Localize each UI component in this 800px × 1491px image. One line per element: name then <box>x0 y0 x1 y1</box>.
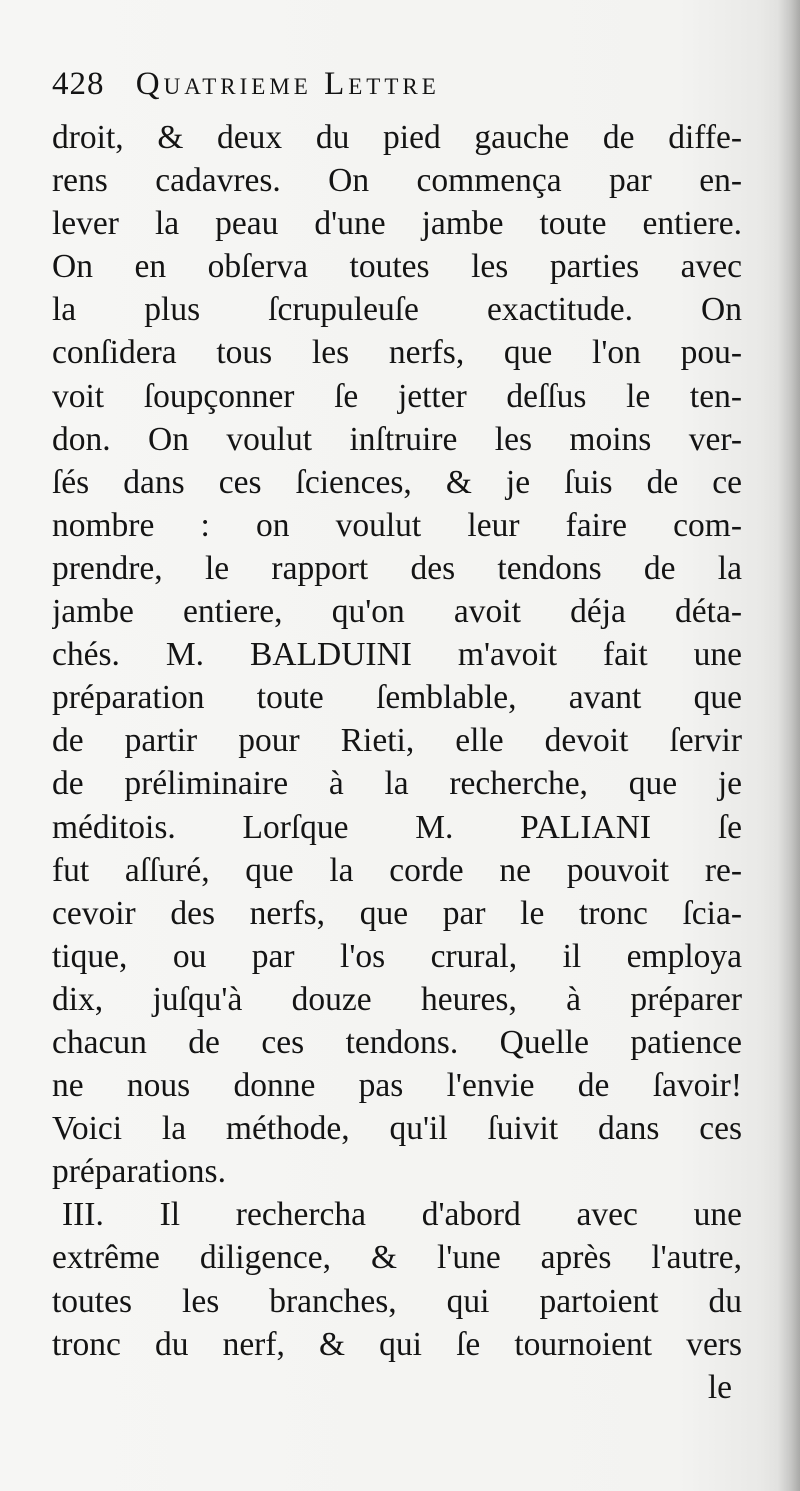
section-start-line: III. Il rechercha d'abord avec une <box>62 1196 742 1234</box>
text-line: dix, juſqu'à douze heures, à préparer <box>52 980 742 1018</box>
text-line: cevoir des nerfs, que par le tronc ſcia- <box>52 894 742 932</box>
paragraph-end-line: préparations. <box>52 1153 226 1191</box>
text-line: voit ſoupçonner ſe jetter deſſus le ten- <box>52 377 742 415</box>
text-line: tronc du nerf, & qui ſe tournoient vers <box>52 1325 742 1363</box>
page-number: 428 <box>52 66 105 102</box>
text-line: de partir pour Rieti, elle devoit ſervir <box>52 722 742 760</box>
text-line: de préliminaire à la recherche, que je <box>52 765 742 803</box>
catchword: le <box>707 1368 732 1406</box>
text-line: conſidera tous les nerfs, que l'on pou- <box>52 334 742 372</box>
text-line: droit, & deux du pied gauche de diffe- <box>52 119 742 156</box>
text-line: On en obſerva toutes les parties avec <box>52 248 742 286</box>
text-line: préparation toute ſemblable, avant que <box>52 679 742 717</box>
text-line: lever la peau d'une jambe toute entiere. <box>52 205 742 243</box>
running-title: Quatrieme Lettre <box>135 66 440 102</box>
page-header <box>52 66 742 112</box>
text-line: fut aſſuré, que la corde ne pouvoit re- <box>52 851 742 889</box>
text-line: la plus ſcrupuleuſe exactitude. On <box>52 291 742 329</box>
text-line: Voici la méthode, qu'il ſuivit dans ces <box>52 1110 742 1148</box>
text-line: chacun de ces tendons. Quelle patience <box>52 1023 742 1061</box>
text-line: prendre, le rapport des tendons de la <box>52 549 742 587</box>
text-line: méditois. Lorſque M. PALIANI ſe <box>52 808 742 846</box>
text-line: tique, ou par l'os crural, il employa <box>52 937 742 975</box>
text-line: rens cadavres. On commença par en- <box>52 162 742 200</box>
text-line: jambe entiere, qu'on avoit déja déta- <box>52 593 742 631</box>
page-edge-shadow <box>778 0 800 1491</box>
text-line: extrême diligence, & l'une après l'autre, <box>52 1239 742 1277</box>
body-text <box>52 116 742 1409</box>
text-line: toutes les branches, qui partoient du <box>52 1282 742 1320</box>
text-line: chés. M. BALDUINI m'avoit fait une <box>52 636 742 674</box>
text-line: ſés dans ces ſciences, & je ſuis de ce <box>52 463 742 501</box>
text-line: nombre : on voulut leur faire com- <box>52 506 742 544</box>
text-line: don. On voulut inſtruire les moins ver- <box>52 420 742 458</box>
text-line: ne nous donne pas l'envie de ſavoir! <box>52 1067 742 1105</box>
